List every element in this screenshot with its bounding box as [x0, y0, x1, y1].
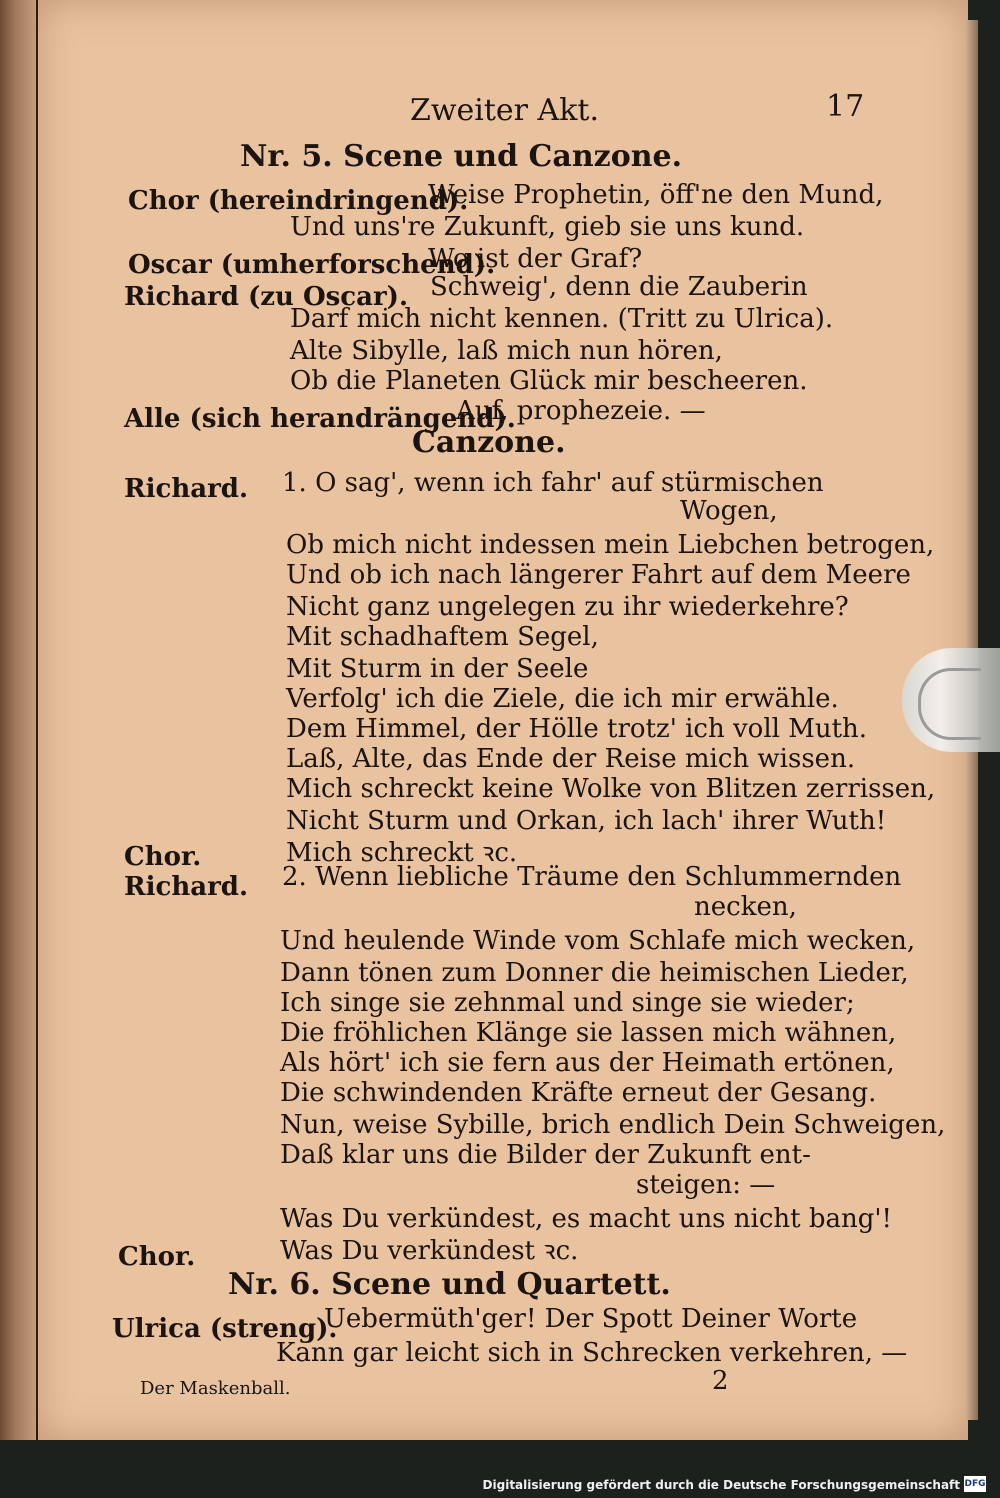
verse-line: Was Du verkündest ꝛc. [280, 1236, 579, 1266]
speaker-cue: Oscar (umherforschend). [128, 250, 496, 280]
verse-line: Laß, Alte, das Ende der Reise mich wissen. [286, 744, 856, 774]
verse-line: Nicht Sturm und Orkan, ich lach' ihrer Wuth! [286, 806, 887, 836]
verse-line: Mit schadhaftem Segel, [286, 622, 599, 652]
verse-line: Weise Prophetin, öff'ne den Mund, [428, 180, 884, 210]
speaker-cue: Chor. [124, 842, 202, 872]
verse-line: Daß klar uns die Bilder der Zukunft ent- [280, 1140, 811, 1170]
verse-line: Nun, weise Sybille, brich endlich Dein Schweigen, [280, 1110, 946, 1140]
verse-line: Mit Sturm in der Seele [286, 654, 589, 684]
dfg-logo: DFG [964, 1476, 986, 1492]
running-title: Zweiter Akt. [410, 93, 599, 128]
verse-line: Ob die Planeten Glück mir bescheeren. [290, 366, 808, 396]
subsection-title: Canzone. [412, 425, 566, 460]
speaker-cue: Richard (zu Oscar). [124, 282, 409, 312]
verse-line: Und heulende Winde vom Schlafe mich wecken, [280, 926, 916, 956]
verse-line: necken, [694, 892, 797, 922]
verse-line: Als hört' ich sie fern aus der Heimath ertönen, [280, 1048, 895, 1078]
verse-line: Und uns're Zukunft, gieb sie uns kund. [290, 212, 805, 242]
section-title: Nr. 6. Scene und Quartett. [228, 1267, 671, 1302]
verse-line: Nicht ganz ungelegen zu ihr wiederkehre? [286, 592, 849, 622]
verse-line: Mich schreckt keine Wolke von Blitzen zerrissen, [286, 774, 936, 804]
verse-line: Darf mich nicht kennen. (Tritt zu Ulrica). [290, 304, 834, 334]
verse-line: Kann gar leicht sich in Schrecken verkehren, — [276, 1338, 908, 1368]
speaker-cue: Alle (sich herandrängend). [124, 404, 516, 434]
verse-line: 2. Wenn liebliche Träume den Schlummernden [282, 862, 902, 892]
speaker-cue: Richard. [124, 872, 248, 902]
verse-line: Die fröhlichen Klänge sie lassen mich wähnen, [280, 1018, 897, 1048]
verse-line: steigen: — [636, 1170, 776, 1200]
facing-page-edge [0, 0, 38, 1440]
verse-line: Mich schreckt ꝛc. [286, 838, 518, 868]
speaker-cue: Chor. [118, 1242, 196, 1272]
verse-line: Die schwindenden Kräfte erneut der Gesang. [280, 1078, 877, 1108]
signature-mark: Der Maskenball. [140, 1378, 291, 1399]
signature-number: 2 [712, 1366, 729, 1396]
speaker-cue: Chor (hereindringend). [128, 186, 469, 216]
verse-line: Schweig', denn die Zauberin [430, 272, 808, 302]
verse-line: Verfolg' ich die Ziele, die ich mir erwähle. [286, 684, 839, 714]
page-number: 17 [826, 89, 865, 124]
verse-line: Dem Himmel, der Hölle trotz' ich voll Muth. [286, 714, 868, 744]
plastic-page-clip-ring [918, 668, 981, 740]
verse-line: Wogen, [680, 496, 778, 526]
verse-line: Was Du verkündest, es macht uns nicht bang'! [280, 1204, 893, 1234]
verse-line: Wo ist der Graf? [428, 244, 643, 274]
section-title: Nr. 5. Scene und Canzone. [240, 139, 683, 174]
verse-line: Dann tönen zum Donner die heimischen Lieder, [280, 958, 909, 988]
verse-line: Alte Sibylle, laß mich nun hören, [290, 336, 723, 366]
verse-line: Ob mich nicht indessen mein Liebchen betrogen, [286, 530, 935, 560]
speaker-cue: Richard. [124, 474, 248, 504]
verse-line: 1. O sag', wenn ich fahr' auf stürmischen [282, 468, 824, 498]
speaker-cue: Ulrica (streng). [112, 1314, 338, 1344]
digitization-credit: Digitalisierung gefördert durch die Deutsche Forschungsgemeinschaft [482, 1478, 960, 1492]
verse-line: Uebermüth'ger! Der Spott Deiner Worte [324, 1304, 858, 1334]
verse-line: Und ob ich nach längerer Fahrt auf dem Meere [286, 560, 911, 590]
verse-line: Auf, prophezeie. — [456, 396, 706, 426]
verse-line: Ich singe sie zehnmal und singe sie wieder; [280, 988, 855, 1018]
